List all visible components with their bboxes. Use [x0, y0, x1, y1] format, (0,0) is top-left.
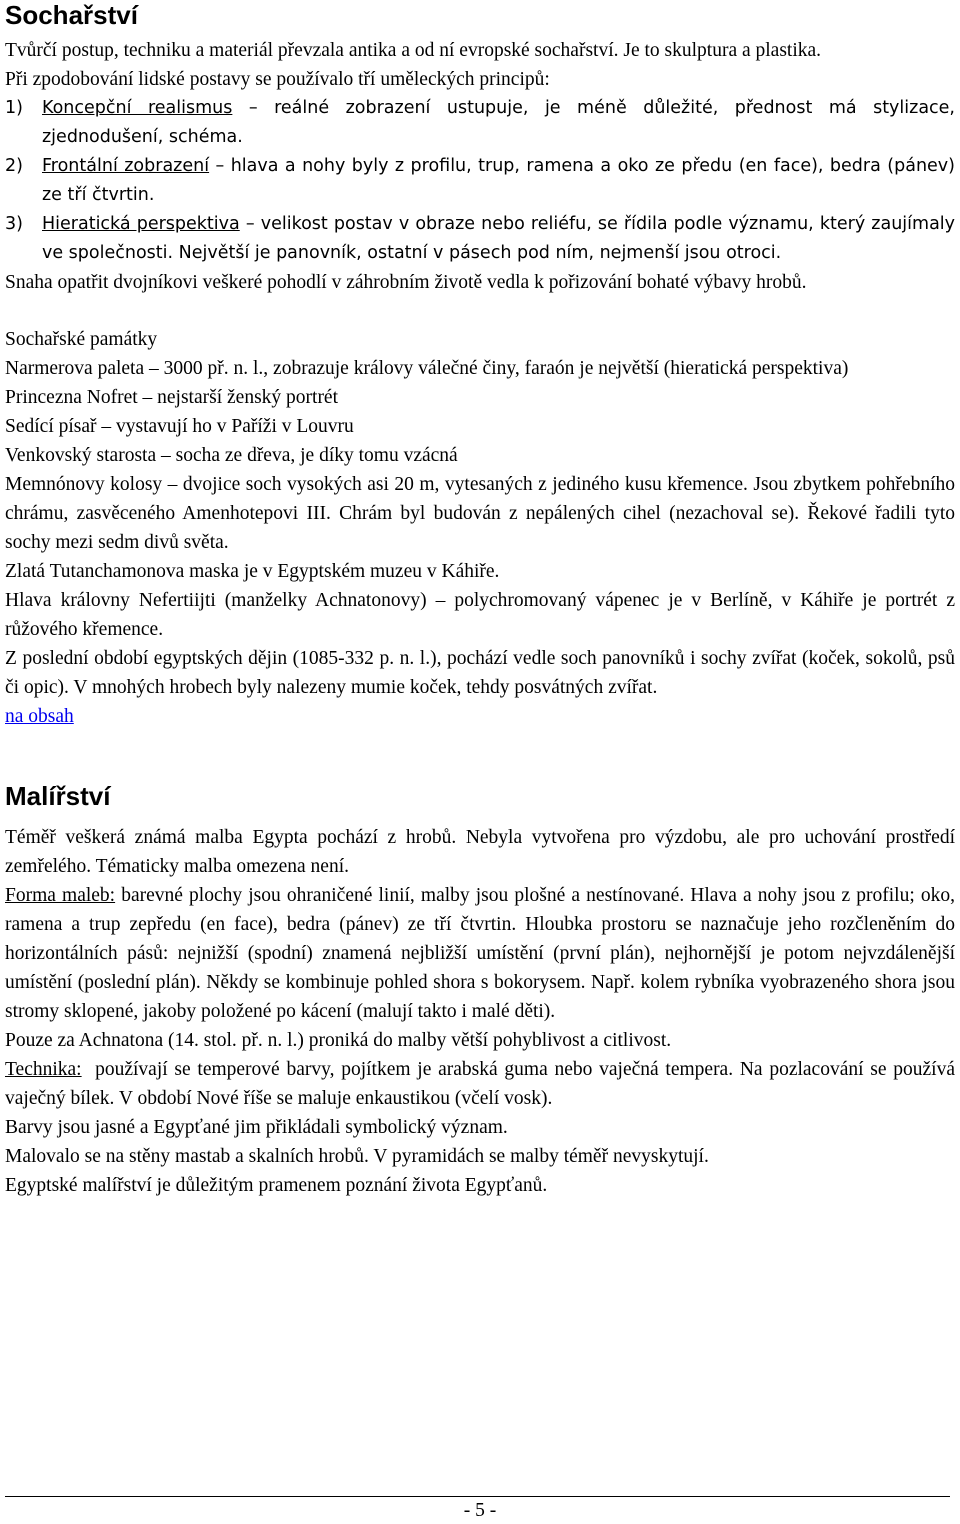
tomb-paragraph: Snaha opatřit dvojníkovi veškeré pohodlí v záhrobním životě vedla k pořizování bohaté výbavy hrobů. [5, 272, 807, 293]
principle-term: Frontální zobrazení [42, 156, 210, 176]
sculpture-intro: Tvůrčí postup, techniku a materiál převzala antika a od ní evropské sochařství. Je to skulptura a plastika. [5, 40, 822, 61]
footer-divider [5, 1496, 950, 1497]
principles-list [5, 94, 955, 268]
table-of-contents-link[interactable]: na obsah [5, 706, 74, 727]
painting-heading: Malířství [5, 781, 111, 811]
item-number: 3) [5, 214, 23, 234]
technique-label: Technika: [5, 1059, 82, 1080]
list-item [5, 152, 955, 210]
list-item [5, 94, 955, 152]
principle-term: Koncepční realismus [42, 98, 233, 118]
principle-text: – reálné zobrazení ustupuje, je méně důležité, přednost má stylizace, zjednodušení, schéma. [42, 98, 955, 147]
list-item [5, 210, 955, 268]
monument-item: Zlatá Tutanchamonova maska je v Egyptském muzeu v Káhiře. [5, 561, 500, 582]
principles-intro: Při zpodobování lidské postavy se používalo tří uměleckých principů: [5, 69, 550, 90]
monument-item: Venkovský starosta – socha ze dřeva, je díky tomu vzácná [5, 445, 458, 466]
item-number: 1) [5, 98, 23, 118]
achnaton-paragraph: Pouze za Achnatona (14. stol. př. n. l.) proniká do malby větší pohyblivost a citlivost. [5, 1030, 672, 1051]
monument-item: Hlava královny Nefertiijti (manželky Achnatonovy) – polychromovaný vápenec je v Berlíně, v Káhiře je portrét z růžového křemence. [5, 590, 955, 640]
painting-intro: Téměř veškerá známá malba Egypta pochází z hrobů. Nebyla vytvořena pro výzdobu, ale pro uchování prostředí zemřelého. Tématicky malba omezena není. [5, 827, 955, 877]
monument-item: Z poslední období egyptských dějin (1085-332 p. n. l.), pochází vedle soch panovníků i sochy zvířat (koček, sokolů, psů či opic). V mnohých hrobech byly nalezeny mumie koček, tehdy posvátných zvířat. [5, 648, 955, 698]
technique-text: používají se temperové barvy, pojítkem je arabská guma nebo vaječná tempera. Na pozlacování se používá vaječný bílek. V období Nové říše se maluje enkaustikou (včelí vosk). [5, 1059, 960, 1109]
painting-form-paragraph [5, 881, 955, 1026]
form-label: Forma maleb: [5, 885, 116, 906]
monument-item: Princezna Nofret – nejstarší ženský portrét [5, 387, 339, 408]
monument-item: Memnónovy kolosy – dvojice soch vysokých asi 20 m, vytesaných z jediného kusu křemence. Jsou zbytkem pohřebního chrámu, zasvěceného Amenhotepovi III. Chrám byl budován z nepálených cihel (nezachoval se). Řekové řadili tyto sochy mezi sedm divů světa. [5, 474, 955, 553]
monument-item: Sedící písař – vystavují ho v Paříži v Louvru [5, 416, 354, 437]
principle-text: – velikost postav v obraze nebo reliéfu, se řídila podle významu, který zaujímaly ve společnosti. Největší je panovník, ostatní v pásech pod ním, nejmenší jsou otroci. [42, 214, 956, 263]
monument-item: Narmerova paleta – 3000 př. n. l., zobrazuje královy válečné činy, faraón je největší (hieratická perspektiva) [5, 358, 849, 379]
walls-paragraph: Malovalo se na stěny mastab a skalních hrobů. V pyramidách se malby téměř nevyskytují. [5, 1146, 709, 1167]
page-number: - 5 - [463, 1500, 497, 1521]
item-number: 2) [5, 156, 23, 176]
principle-term: Hieratická perspektiva [42, 214, 240, 234]
form-text: barevné plochy jsou ohraničené linií, malby jsou plošné a nestínované. Hlava a nohy jsou z profilu; oko, ramena a trup zepředu (en face), bedra (pánev) ze tří čtvrtin. Hloubka prostoru se naznačuje jeho rozčleněním do horizontálních pásů: nejnižší (spodní) znamená nejbližší umístění (první plán), nejhornější je potom nejvzdálenější umístění (poslední plán). Někdy se kombinuje pohled shora s bokorysem. Např. kolem rybníka vyobrazeného shora jsou stromy sklopené, jakoby položené po kácení (malují takto i malé děti). [5, 885, 955, 1022]
principle-text: – hlava a nohy byly z profilu, trup, ramena a oko ze předu (en face), bedra (pánev) ze tří čtvrtin. [42, 156, 955, 205]
sculpture-heading: Sochařství [5, 0, 138, 30]
source-paragraph: Egyptské malířství je důležitým pramenem poznání života Egypťanů. [5, 1175, 548, 1196]
document-page [5, 0, 960, 1200]
monuments-heading: Sochařské památky [5, 329, 158, 350]
colors-paragraph: Barvy jsou jasné a Egypťané jim přikládali symbolický význam. [5, 1117, 508, 1138]
technique-paragraph [5, 1055, 960, 1113]
